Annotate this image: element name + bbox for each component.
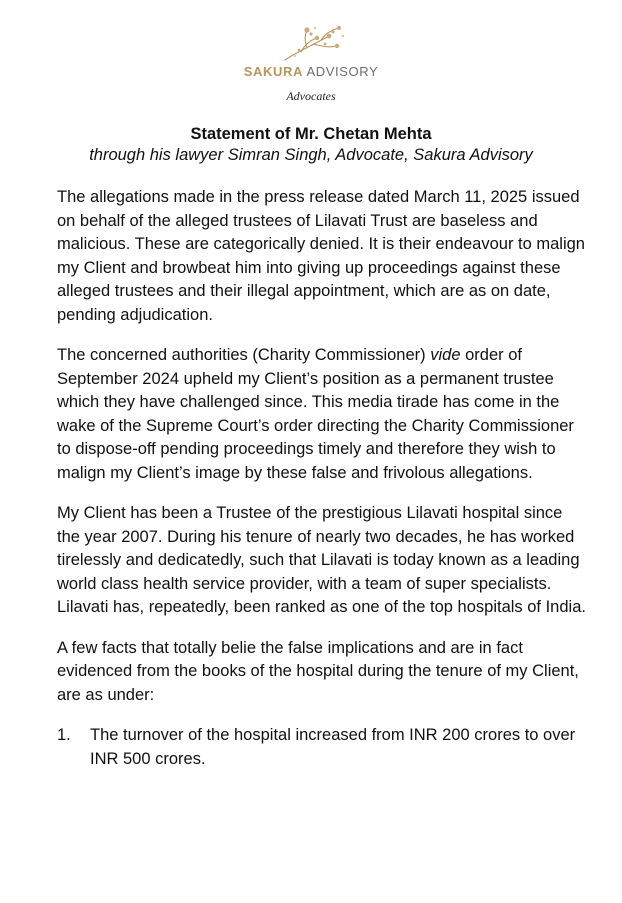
brand-tagline: Advocates (286, 89, 336, 103)
cherry-blossom-branch-icon (271, 22, 351, 64)
paragraph-authorities (57, 344, 587, 485)
document-title: Statement of Mr. Chetan Mehta (190, 125, 432, 143)
paragraph-authorities-part-1: The concerned authorities (Charity Commissioner) (57, 346, 431, 364)
brand-name-primary: SAKURA (243, 64, 303, 79)
brand-name (0, 64, 622, 80)
letterhead (0, 22, 622, 103)
list-item (57, 724, 587, 771)
paragraph-authorities-emphasis: vide (430, 346, 461, 364)
facts-list (57, 724, 587, 771)
paragraph-allegations: The allegations made in the press release dated March 11, 2025 issued on behalf of the alleged trustees of Lilavati Trust are baseless and malicious. These are categorically denied. It is their endeavour to malign my Client and browbeat him into giving up proceedings against these alleged trustees and their illegal appointment, which are as on date, pending adjudication. (57, 188, 585, 324)
document-subtitle: through his lawyer Simran Singh, Advocate, Sakura Advisory (89, 146, 533, 164)
paragraph-tenure: My Client has been a Trustee of the prestigious Lilavati hospital since the year 2007. During his tenure of nearly two decades, he has worked tirelessly and dedicatedly, such that Lilavati is today known as a leading world class health service provider, with a team of super specialists. Lilavati has, repeatedly, been ranked as one of the top hospitals of India. (57, 504, 586, 616)
statement-body (57, 186, 587, 771)
paragraph-facts-intro: A few facts that totally belie the false implications and are in fact evidenced from the books of the hospital during the tenure of my Client, are as under: (57, 638, 579, 704)
list-item-number: 1. (57, 726, 71, 744)
paragraph-authorities-part-2: order of September 2024 upheld my Client’s position as a permanent trustee which they have challenged since. This media tirade has come in the wake of the Supreme Court’s order directing the Charity Commissioner to dispose-off pending proceedings timely and therefore they wish to malign my Client’s image by these false and frivolous allegations. (57, 346, 574, 482)
list-item-text: The turnover of the hospital increased from INR 200 crores to over INR 500 crores. (90, 726, 576, 768)
brand-name-secondary: ADVISORY (306, 64, 379, 79)
statement-heading (0, 124, 622, 166)
